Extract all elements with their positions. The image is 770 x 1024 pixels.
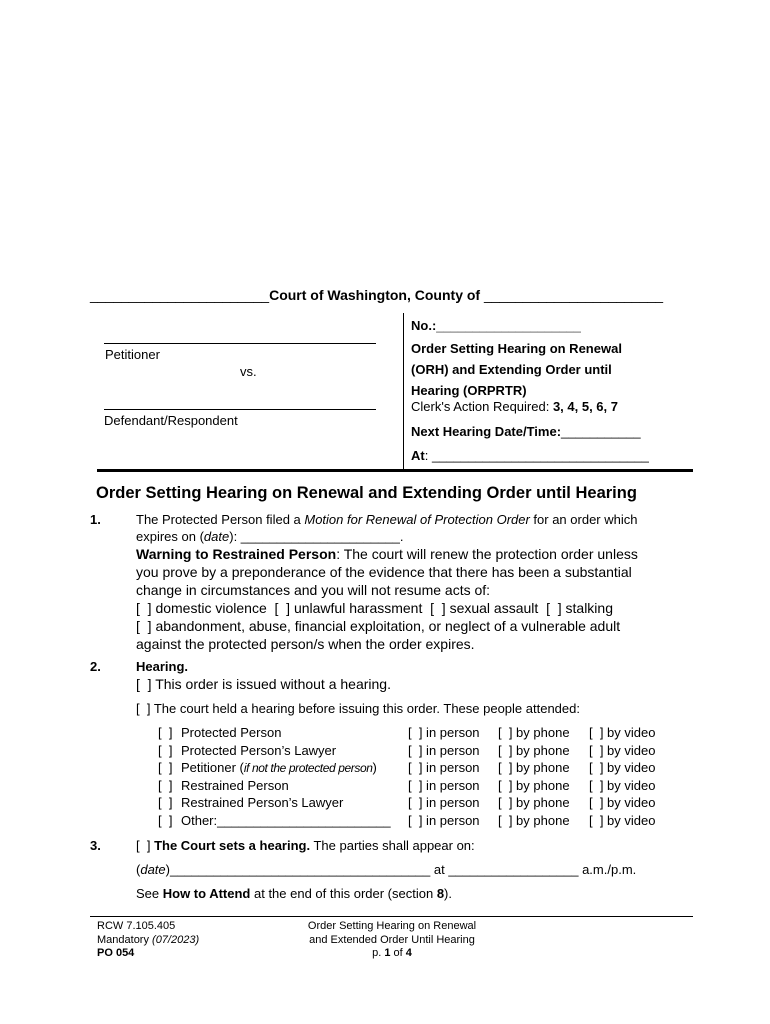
warning-line2: you prove by a preponderance of the evidence that there has been a substantial bbox=[136, 564, 632, 580]
case-number bbox=[411, 318, 581, 333]
section1-line1 bbox=[136, 512, 637, 527]
attendee-checkbox[interactable]: [ ] bbox=[158, 725, 173, 740]
attend-in-person-option[interactable]: [ ] in person bbox=[408, 760, 480, 776]
warning-label: Warning to Restrained Person bbox=[136, 546, 337, 562]
attend-by-video-option[interactable]: [ ] by video bbox=[589, 760, 656, 776]
case-title-line2: (ORH) and Extending Order until bbox=[411, 362, 612, 377]
clerk-action-label: Clerk's Action Required: bbox=[411, 399, 553, 414]
footer-form-number: PO 054 bbox=[97, 947, 135, 959]
attendee-name-text: Protected Person’s Lawyer bbox=[181, 742, 337, 758]
see-e: ). bbox=[444, 886, 452, 901]
how-to-attend: How to Attend bbox=[162, 886, 251, 901]
attendee-name bbox=[181, 778, 289, 793]
attendee-checkbox[interactable]: [ ] bbox=[158, 760, 173, 776]
footer-mandatory bbox=[97, 934, 199, 948]
s1-expires-blank[interactable]: ): ______________________. bbox=[229, 529, 404, 544]
page-total: 4 bbox=[405, 947, 412, 959]
footer-rule bbox=[90, 916, 693, 917]
page-of: of bbox=[390, 947, 406, 959]
caption-divider bbox=[403, 313, 404, 470]
case-title-line3: Hearing (ORPRTR) bbox=[411, 383, 527, 398]
attendee-name bbox=[181, 725, 281, 740]
footer-title2: and Extended Order Until Hearing bbox=[309, 933, 475, 946]
attendee-name-note: if not the protected person bbox=[243, 761, 373, 776]
attendee-name bbox=[181, 743, 336, 758]
option-no-hearing[interactable]: [ ] This order is issued without a hearing. bbox=[136, 676, 391, 692]
section2-number: 2. bbox=[90, 659, 101, 674]
court-blank-left[interactable]: _______________________ bbox=[90, 287, 270, 303]
next-hearing-blank[interactable]: ___________ bbox=[561, 424, 641, 439]
attend-by-video-option[interactable]: [ ] by video bbox=[589, 742, 656, 758]
attend-in-person-option[interactable]: [ ] in person bbox=[408, 725, 480, 740]
attendee-name bbox=[181, 813, 391, 828]
attendee-name-after: ) bbox=[372, 760, 377, 776]
attend-in-person-option[interactable]: [ ] in person bbox=[408, 742, 480, 758]
acts-line2[interactable]: [ ] abandonment, abuse, financial exploitation, or neglect of a vulnerable adult bbox=[136, 618, 621, 634]
acts-line3: against the protected person/s when the order expires. bbox=[136, 636, 475, 652]
attendee-name-text: Protected Person bbox=[181, 725, 282, 740]
section1-line2 bbox=[136, 529, 403, 544]
hearing-date-blank[interactable]: )____________________________________ at __________________ a.m./p.m. bbox=[165, 862, 637, 877]
section3-heading-line bbox=[136, 838, 475, 853]
at-blank[interactable]: : ______________________________ bbox=[424, 448, 649, 463]
attendee-name bbox=[181, 760, 377, 775]
attend-in-person-option[interactable]: [ ] in person bbox=[408, 813, 480, 828]
page-prefix: p. bbox=[372, 947, 385, 959]
section3-number: 3. bbox=[90, 838, 101, 853]
next-hearing-label: Next Hearing Date/Time: bbox=[411, 424, 562, 439]
see-how-to-attend bbox=[136, 886, 452, 901]
section3-heading: The Court sets a hearing. bbox=[154, 838, 311, 853]
county-blank[interactable]: _______________________ bbox=[483, 287, 664, 303]
s1-expires-a: expires on ( bbox=[136, 529, 204, 544]
attendee-name-text: Petitioner ( bbox=[181, 760, 244, 776]
document-title: Order Setting Hearing on Renewal and Extending Order until Hearing bbox=[96, 484, 637, 502]
case-number-blank[interactable]: ____________________ bbox=[436, 318, 581, 333]
acts-line1[interactable]: [ ] domestic violence [ ] unlawful harassment [ ] sexual assault [ ] stalking bbox=[136, 600, 613, 616]
attendee-checkbox[interactable]: [ ] bbox=[158, 813, 173, 828]
warning-line3: change in circumstances and you will not resume acts of: bbox=[136, 582, 491, 598]
attendee-name bbox=[181, 795, 343, 810]
case-title bbox=[411, 338, 622, 401]
mandatory-date: (07/2023) bbox=[152, 933, 200, 946]
petitioner-label: Petitioner bbox=[105, 347, 160, 362]
hearing-date-line bbox=[136, 862, 636, 877]
petitioner-line[interactable] bbox=[104, 343, 376, 344]
attend-by-video-option[interactable]: [ ] by video bbox=[589, 777, 656, 793]
section3-checkbox[interactable]: [ ] bbox=[136, 838, 155, 853]
attend-by-phone-option[interactable]: [ ] by phone bbox=[498, 795, 570, 811]
attendee-checkbox[interactable]: [ ] bbox=[158, 777, 173, 793]
footer-title1: Order Setting Hearing on Renewal bbox=[307, 920, 477, 932]
mandatory-a: Mandatory bbox=[97, 933, 153, 946]
case-title-line1: Order Setting Hearing on Renewal bbox=[411, 341, 622, 356]
attend-by-phone-option[interactable]: [ ] by phone bbox=[498, 777, 570, 793]
section-ref: 8 bbox=[436, 886, 445, 901]
attend-by-phone-option[interactable]: [ ] by phone bbox=[498, 725, 570, 740]
footer-center bbox=[292, 920, 492, 961]
attend-by-video-option[interactable]: [ ] by video bbox=[589, 725, 656, 740]
clerk-action bbox=[411, 399, 618, 414]
s1-text-c: for an order which bbox=[529, 512, 638, 527]
hearing-location bbox=[411, 448, 649, 463]
court-header-text: Court of Washington, County of bbox=[269, 287, 481, 303]
attend-in-person-option[interactable]: [ ] in person bbox=[408, 777, 480, 793]
attend-by-video-option[interactable]: [ ] by video bbox=[589, 795, 656, 811]
attendee-name-text: Restrained Person’s Lawyer bbox=[181, 795, 344, 811]
warning-text1: : The court will renew the protection order unless bbox=[336, 546, 638, 562]
s1-motion-title: Motion for Renewal of Protection Order bbox=[304, 512, 530, 527]
option-hearing-held[interactable]: [ ] The court held a hearing before issuing this order. These people attended: bbox=[136, 701, 580, 716]
respondent-label: Defendant/Respondent bbox=[104, 413, 238, 428]
attendee-name-text: Restrained Person bbox=[181, 777, 289, 793]
s1-text-a: The Protected Person filed a bbox=[136, 512, 305, 527]
attend-in-person-option[interactable]: [ ] in person bbox=[408, 795, 480, 811]
section1-number: 1. bbox=[90, 512, 101, 527]
case-number-label: No.: bbox=[411, 318, 437, 333]
section2-heading: Hearing. bbox=[136, 659, 189, 674]
attendee-checkbox[interactable]: [ ] bbox=[158, 795, 173, 811]
attend-by-phone-option[interactable]: [ ] by phone bbox=[498, 813, 570, 828]
attend-by-phone-option[interactable]: [ ] by phone bbox=[498, 742, 570, 758]
next-hearing bbox=[411, 424, 641, 439]
section3-heading-after: The parties shall appear on: bbox=[310, 838, 475, 853]
attendee-checkbox[interactable]: [ ] bbox=[158, 742, 173, 758]
see-a: See bbox=[136, 886, 163, 901]
date-open: ( bbox=[136, 862, 141, 877]
s1-expires-date-label: date bbox=[203, 529, 230, 544]
page-number: 1 bbox=[384, 947, 391, 959]
at-label: At bbox=[411, 448, 425, 463]
footer-rcw: RCW 7.105.405 bbox=[97, 920, 176, 932]
warning-block bbox=[136, 545, 638, 653]
header-rule bbox=[97, 469, 693, 472]
attend-by-video-option[interactable]: [ ] by video bbox=[589, 813, 656, 828]
clerk-action-value: 3, 4, 5, 6, 7 bbox=[552, 399, 618, 414]
vs-label: vs. bbox=[240, 364, 257, 379]
date-label: date bbox=[140, 862, 166, 877]
footer-page bbox=[292, 947, 492, 961]
footer-left bbox=[97, 920, 199, 961]
see-c: at the end of this order (section bbox=[250, 886, 437, 901]
respondent-line[interactable] bbox=[104, 409, 376, 410]
warning-line1 bbox=[136, 545, 638, 563]
attendee-name-text[interactable]: Other:________________________ bbox=[181, 813, 391, 828]
court-header bbox=[90, 287, 663, 303]
attend-by-phone-option[interactable]: [ ] by phone bbox=[498, 760, 570, 776]
